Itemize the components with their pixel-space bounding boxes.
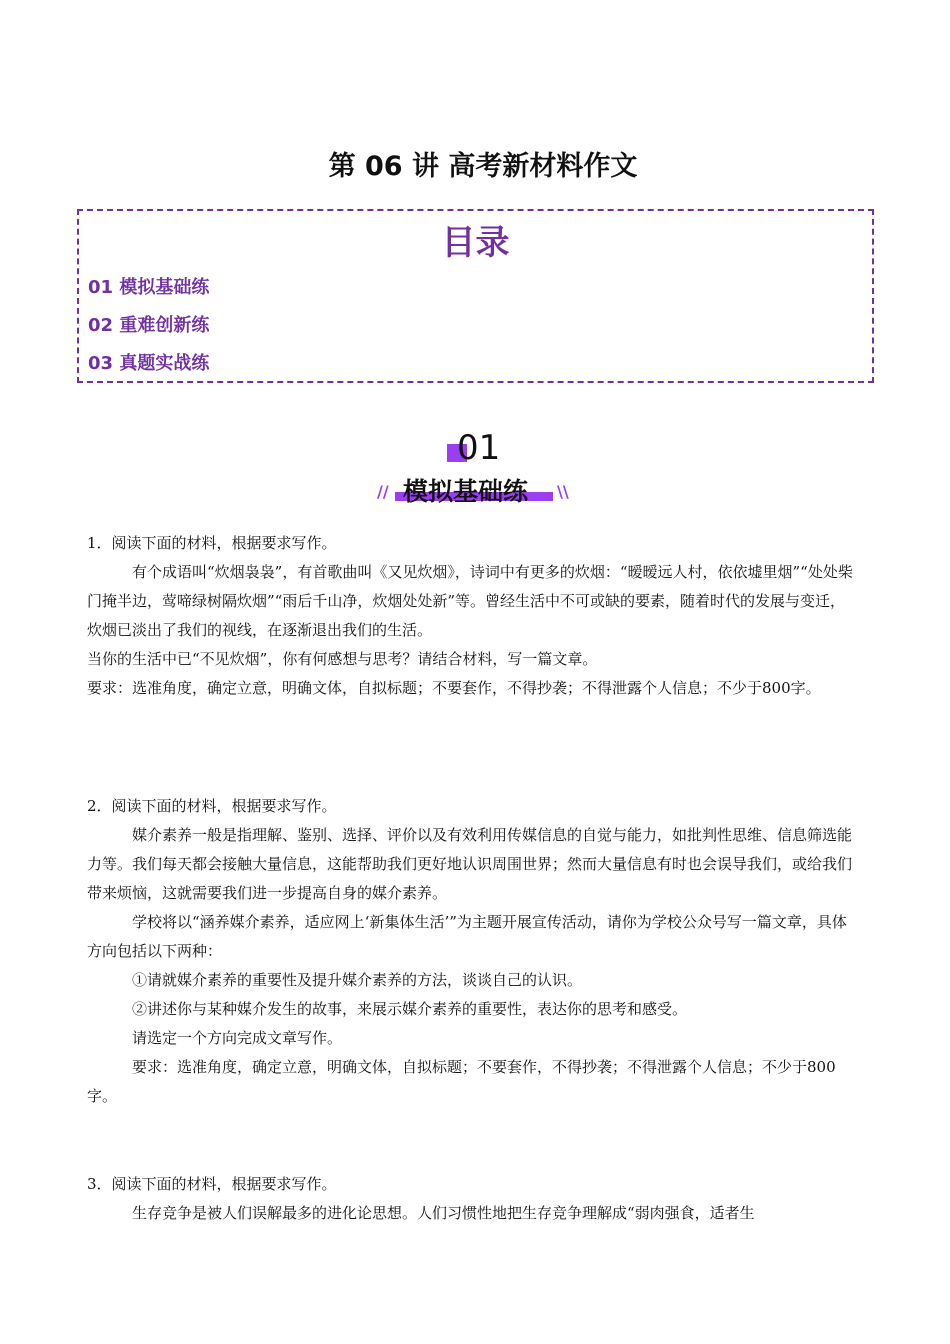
option-1: ①请就媒介素养的重要性及提升媒介素养的方法，谈谈自己的认识。: [132, 971, 583, 989]
section-number: 01: [457, 428, 501, 468]
question-3: [87, 1170, 859, 1228]
decor-slashes-right: \\: [557, 482, 569, 501]
requirement-text: 要求：选准角度，确定立意，明确文体，自拟标题；不要套作，不得抄袭；不得泄露个人信息；不少于800字。: [87, 679, 821, 697]
toc-item[interactable]: 03 真题实战练: [88, 353, 210, 374]
task-text: 学校将以“涵养媒介素养，适应网上‘新集体生活’”为主题开展宣传活动，请你为学校公众号写一篇文章，具体方向包括以下两种：: [87, 913, 847, 960]
table-of-contents: [77, 209, 874, 383]
toc-heading: 目录: [441, 223, 510, 263]
toc-item[interactable]: 01 模拟基础练: [88, 277, 210, 298]
section-header: [375, 428, 575, 508]
task-text: 当你的生活中已“不见炊烟”，你有何感想与思考？请结合材料，写一篇文章。: [87, 650, 598, 668]
question-prompt: 2．阅读下面的材料，根据要求写作。: [87, 797, 337, 815]
page-title: 第 06 讲 高考新材料作文: [328, 151, 638, 182]
material-text: 媒介素养一般是指理解、鉴别、选择、评价以及有效利用传媒信息的自觉与能力，如批判性思维、信息筛选能力等。我们每天都会接触大量信息，这能帮助我们更好地认识周围世界；然而大量信息有时也会误导我们，或给我们带来烦恼，这就需要我们进一步提高自身的媒介素养。: [87, 826, 853, 902]
toc-item[interactable]: 02 重难创新练: [88, 315, 210, 336]
material-text: 有个成语叫“炊烟袅袅”，有首歌曲叫《又见炊烟》，诗词中有更多的炊烟：“暧暧远人村，依依墟里烟”“处处柴门掩半边，莺啼绿树隔炊烟”“雨后千山净，炊烟处处新”等。曾经生活中不可或缺的要素，随着时代的发展与变迁，炊烟已淡出了我们的视线，在逐渐退出我们的生活。: [87, 563, 853, 639]
question-1: [87, 529, 859, 703]
instruction-text: 请选定一个方向完成文章写作。: [132, 1029, 343, 1047]
decor-slashes-left: //: [377, 482, 389, 501]
material-text: 生存竞争是被人们误解最多的进化论思想。人们习惯性地把生存竞争理解成“弱肉强食，适者生: [132, 1204, 755, 1222]
question-2: [87, 792, 859, 1111]
section-label: 模拟基础练: [403, 477, 529, 506]
question-prompt: 3．阅读下面的材料，根据要求写作。: [87, 1175, 337, 1193]
requirement-text: 要求：选准角度，确定立意，明确文体，自拟标题；不要套作，不得抄袭；不得泄露个人信息；不少于800字。: [87, 1058, 836, 1105]
option-2: ②讲述你与某种媒介发生的故事，来展示媒介素养的重要性，表达你的思考和感受。: [132, 1000, 688, 1018]
question-prompt: 1．阅读下面的材料，根据要求写作。: [87, 534, 337, 552]
